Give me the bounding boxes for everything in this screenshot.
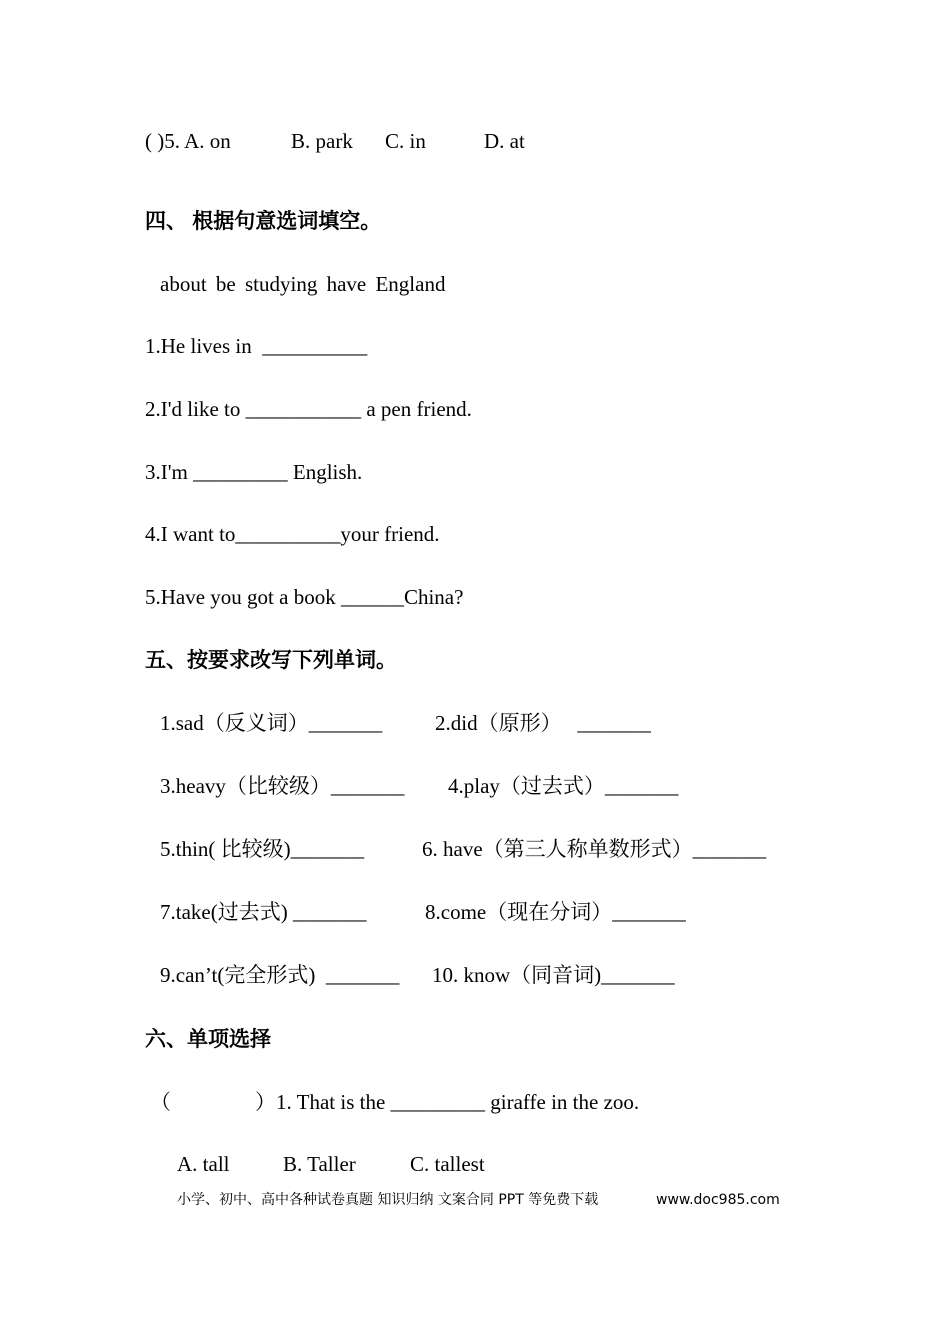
section-5-row-2 (0, 773, 950, 799)
question-1-option-c: C. tallest (410, 1152, 485, 1176)
section-4-item: 4.I want to__________your friend. (145, 522, 440, 546)
answer-open-paren: （ (150, 1090, 171, 1114)
page-footer (0, 1190, 950, 1210)
section-5-item: 10. know（同音词)_______ (432, 963, 675, 987)
word-bank-row (0, 271, 950, 297)
question-1-options-row (0, 1151, 950, 1177)
question-5-option-c: C. in (385, 129, 426, 153)
section-5-row-5 (0, 962, 950, 988)
section-5-item: 5.thin( 比较级)_______ (160, 837, 365, 861)
section-4-item: 5.Have you got a book ______China? (145, 585, 464, 609)
section-5-heading-row (0, 647, 950, 673)
section-4-item-4-row (0, 521, 950, 547)
section-4-heading-row (0, 208, 950, 234)
footer-text: 小学、初中、高中各种试卷真题 知识归纳 文案合同 PPT 等免费下载 (177, 1192, 599, 1208)
section-5-item: 4.play（过去式）_______ (448, 774, 679, 798)
section-4-item-1-row (0, 333, 950, 359)
section-5-item: 2.did（原形） _______ (435, 711, 651, 735)
section-4-item: 2.I'd like to ___________ a pen friend. (145, 397, 472, 421)
question-5-row (0, 128, 950, 154)
question-1-text: ）1. That is the _________ giraffe in the zoo. (255, 1090, 640, 1114)
question-1-option-b: B. Taller (283, 1152, 356, 1176)
section-4-item-3-row (0, 459, 950, 485)
section-5-item: 7.take(过去式) _______ (160, 900, 367, 924)
question-5-option-b: B. park (291, 129, 353, 153)
section-5-item: 6. have（第三人称单数形式）_______ (422, 837, 767, 861)
section-5-item: 9.can’t(完全形式) _______ (160, 963, 400, 987)
section-5-item: 8.come（现在分词）_______ (425, 900, 686, 924)
section-5-title: 五、按要求改写下列单词。 (145, 648, 397, 672)
section-4-item-5-row (0, 584, 950, 610)
section-6-title: 六、单项选择 (145, 1027, 271, 1051)
section-4-item: 1.He lives in __________ (145, 334, 368, 358)
section-6-heading-row (0, 1026, 950, 1052)
section-4-title: 四、 根据句意选词填空。 (145, 209, 382, 233)
section-5-item: 1.sad（反义词）_______ (160, 711, 383, 735)
section-5-row-4 (0, 899, 950, 925)
footer-site: www.doc985.com (656, 1192, 780, 1208)
section-6-question-1-row (0, 1089, 950, 1115)
section-5-item: 3.heavy（比较级）_______ (160, 774, 405, 798)
section-5-row-3 (0, 836, 950, 862)
section-4-item: 3.I'm _________ English. (145, 460, 363, 484)
question-1-option-a: A. tall (177, 1152, 230, 1176)
question-5-option-d: D. at (484, 129, 525, 153)
section-5-row-1 (0, 710, 950, 736)
section-4-item-2-row (0, 396, 950, 422)
question-5-prefix-option-a: ( )5. A. on (145, 129, 231, 153)
word-bank: about be studying have England (160, 272, 446, 296)
